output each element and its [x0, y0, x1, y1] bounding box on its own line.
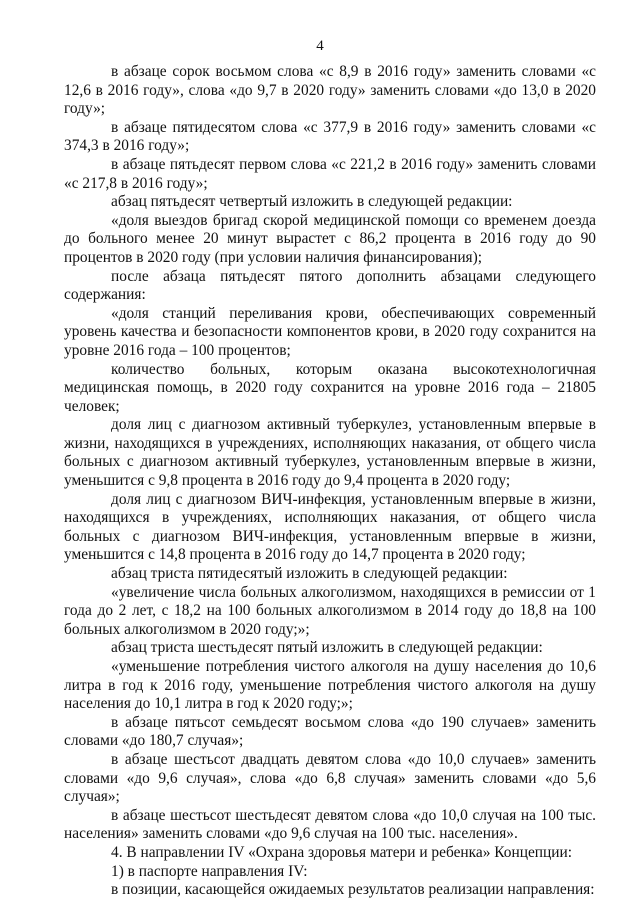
paragraph: в абзаце пятьдесят первом слова «с 221,2 в 2016 году» заменить словами «с 217,8 в 2016 году»;	[64, 155, 596, 192]
paragraph: количество больных, которым оказана высокотехнологичная медицинская помощь, в 2020 году сохранится на уровне 2016 года – 21805 человек;	[64, 360, 596, 415]
paragraph: абзац триста шестьдесят пятый изложить в следующей редакции:	[111, 639, 543, 657]
paragraph: в абзаце пятьсот семьдесят восьмом слова «до 190 случаев» заменить словами «до 180,7 случая»;	[64, 713, 596, 750]
paragraph: в позиции, касающейся ожидаемых результатов реализации направления:	[111, 881, 595, 899]
paragraph: доля лиц с диагнозом ВИЧ-инфекция, установленным впервые в жизни, находящихся в учреждениях, исполняющих наказания, от общего числа больных с диагнозом ВИЧ-инфекция, установленным впервые в жизни, уменьшится с 14,8 процента в 2016 году до 14,7 процента в 2020 году;	[64, 490, 596, 564]
document-body	[64, 63, 596, 900]
paragraph: после абзаца пятьдесят пятого дополнить абзацами следующего содержания:	[64, 267, 596, 304]
paragraph: абзац триста пятидесятый изложить в следующей редакции:	[111, 565, 508, 583]
paragraph: абзац пятьдесят четвертый изложить в следующей редакции:	[111, 193, 513, 211]
paragraph: «увеличение числа больных алкоголизмом, находящихся в ремиссии от 1 года до 2 лет, с 18,2 на 100 больных алкоголизмом в 2014 году до 18,8 на 100 больных алкоголизмом в 2020 году;»;	[64, 583, 596, 638]
paragraph: «уменьшение потребления чистого алкоголя на душу населения до 10,6 литра в год к 2016 году, уменьшение потребления чистого алкоголя на душу населения до 10,1 литра в год к 2020 году;»;	[64, 658, 596, 713]
paragraph: «доля выездов бригад скорой медицинской помощи со временем доезда до больного менее 20 минут вырастет с 86,2 процента в 2016 году до 90 процентов в 2020 году (при условии наличия финансирования);	[64, 211, 596, 266]
paragraph: в абзаце шестьсот шестьдесят девятом слова «до 10,0 случая на 100 тыс. населения» заменить словами «до 9,6 случая на 100 тыс. населения».	[64, 806, 596, 843]
paragraph: доля лиц с диагнозом активный туберкулез, установленным впервые в жизни, находящихся в учреждениях, исполняющих наказания, от общего числа больных с диагнозом активный туберкулез, установленным впервые в жизни, уменьшится с 9,8 процента в 2016 году до 9,4 процента в 2020 году;	[64, 416, 596, 490]
page-number: 4	[316, 38, 324, 54]
paragraph: 1) в паспорте направления IV:	[111, 862, 308, 880]
paragraph: в абзаце пятидесятом слова «с 377,9 в 2016 году» заменить словами «с 374,3 в 2016 году»;	[64, 118, 596, 155]
paragraph: «доля станций переливания крови, обеспечивающих современный уровень качества и безопасности компонентов крови, в 2020 году сохранится на уровне 2016 года – 100 процентов;	[64, 304, 596, 359]
paragraph: в абзаце шестьсот двадцать девятом слова «до 10,0 случаев» заменить словами «до 9,6 случая», слова «до 6,8 случая» заменить словами «до 5,6 случая»;	[64, 750, 596, 806]
paragraph: 4. В направлении IV «Охрана здоровья матери и ребенка» Концепции:	[111, 843, 572, 861]
paragraph: в абзаце сорок восьмом слова «с 8,9 в 2016 году» заменить словами «с 12,6 в 2016 году», слова «до 9,7 в 2020 году» заменить словами «до 13,0 в 2020 году»;	[64, 63, 596, 118]
